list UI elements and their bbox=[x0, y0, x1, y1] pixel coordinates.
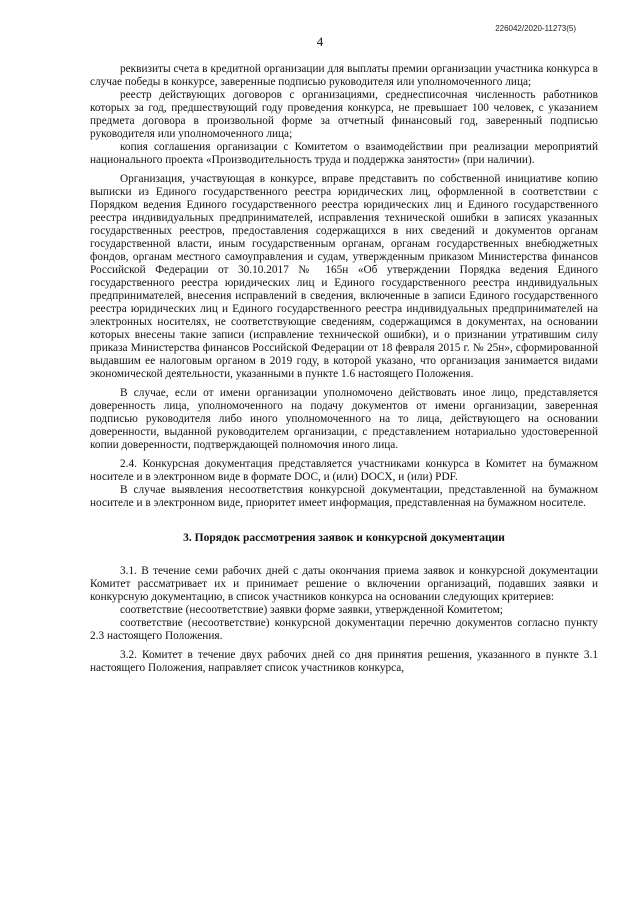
criterion-application-form: соответствие (несоответствие) заявки форме заявки, утвержденной Комитетом; bbox=[120, 604, 503, 616]
paragraph-discrepancy: В случае выявления несоответствия конкурсной документации, представленной на бумажном носителе и в электронном виде, приоритет имеет информация, представленная на бумажном носителе. bbox=[90, 484, 598, 509]
section-title: 3. Порядок рассмотрения заявок и конкурсной документации bbox=[183, 532, 505, 544]
paragraph-power-of-attorney: В случае, если от имени организации уполномочено действовать иное лицо, представляется доверенность лица, уполномоченного на подачу документов от имени организации, заверенная подписью руководителя либо иного уполномоченного на то лица, действующего на основании доверенности, выданной руководителем организации, с представлением нотариально удостоверенной копии доверенности, подтверждающей полномочия иного лица. bbox=[90, 387, 598, 451]
document-body bbox=[90, 63, 598, 675]
criterion-documentation: соответствие (несоответствие) конкурсной документации перечню документов согласно пункту 2.3 настоящего Положения. bbox=[90, 617, 598, 642]
paragraph-contracts-register: реестр действующих договоров с организациями, среднесписочная численность работников которых за год, предшествующий году проведения конкурса, не превышает 100 человек, с указанием предмета договора в произвольной форме за отчетный финансовый год, заверенный подписью руководителя или уполномоченного лица; bbox=[90, 89, 598, 140]
page-number: 4 bbox=[316, 34, 324, 49]
paragraph-2-4: 2.4. Конкурсная документация представляется участниками конкурса в Комитет на бумажном носителе и в электронном виде в формате DOC, и (или) DOCX, и (или) PDF. bbox=[90, 458, 598, 483]
paragraph-3-2: 3.2. Комитет в течение двух рабочих дней со дня принятия решения, указанного в пункте 3.1 настоящего Положения, направляет список участников конкурса, bbox=[90, 649, 598, 674]
paragraph-3-1: 3.1. В течение семи рабочих дней с даты окончания приема заявок и конкурсной документации Комитет рассматривает их и принимает решение о включении организаций, подавших заявки и конкурсную документацию, в список участников конкурса на основании следующих критериев: bbox=[90, 565, 598, 603]
paragraph-agreement-copy: копия соглашения организации с Комитетом о взаимодействии при реализации мероприятий национального проекта «Производительность труда и поддержка занятости» (при наличии). bbox=[90, 141, 598, 166]
paragraph-egrul-extract: Организация, участвующая в конкурсе, вправе представить по собственной инициативе копию выписки из Единого государственного реестра юридических лиц, оформленной в соответствии с Порядком ведения Единого государственного реестра юридических лиц и Единого государственного реестра индивидуальных предпринимателей, исправления технической ошибки в записях указанных государственных реестров, предоставления содержащихся в них сведений и документов органам государственной власти, иным государственным органам, органам государственных внебюджетных фондов, органам местного самоуправления и судам, утвержденным приказом Министерства финансов Российской Федерации от 30.10.2017 № 165н «Об утверждении Порядка ведения Единого государственного реестра юридических лиц и Единого государственного реестра индивидуальных предпринимателей, внесения исправлений в сведения, включенные в записи Единого государственного реестра юридических лиц и Единого государственного реестра индивидуальных предпринимателей на электронных носителях, не соответствующие сведениям, содержащимся в документах, на основании которых внесены такие записи (исправление технической ошибки), и о признании утратившим силу приказа Министерства финансов Российской Федерации от 18 февраля 2015 г. № 25н», сформированной выдавшим ее налоговым органом в 2019 году, в которой указано, что организация занимается видами экономической деятельности, указанными в пункте 1.6 настоящего Положения. bbox=[90, 173, 598, 380]
paragraph-bank-details: реквизиты счета в кредитной организации для выплаты премии организации участника конкурса в случае победы в конкурсе, заверенные подписью руководителя или уполномоченного лица; bbox=[90, 63, 598, 88]
registration-number: 226042/2020-11273(5) bbox=[495, 24, 576, 33]
